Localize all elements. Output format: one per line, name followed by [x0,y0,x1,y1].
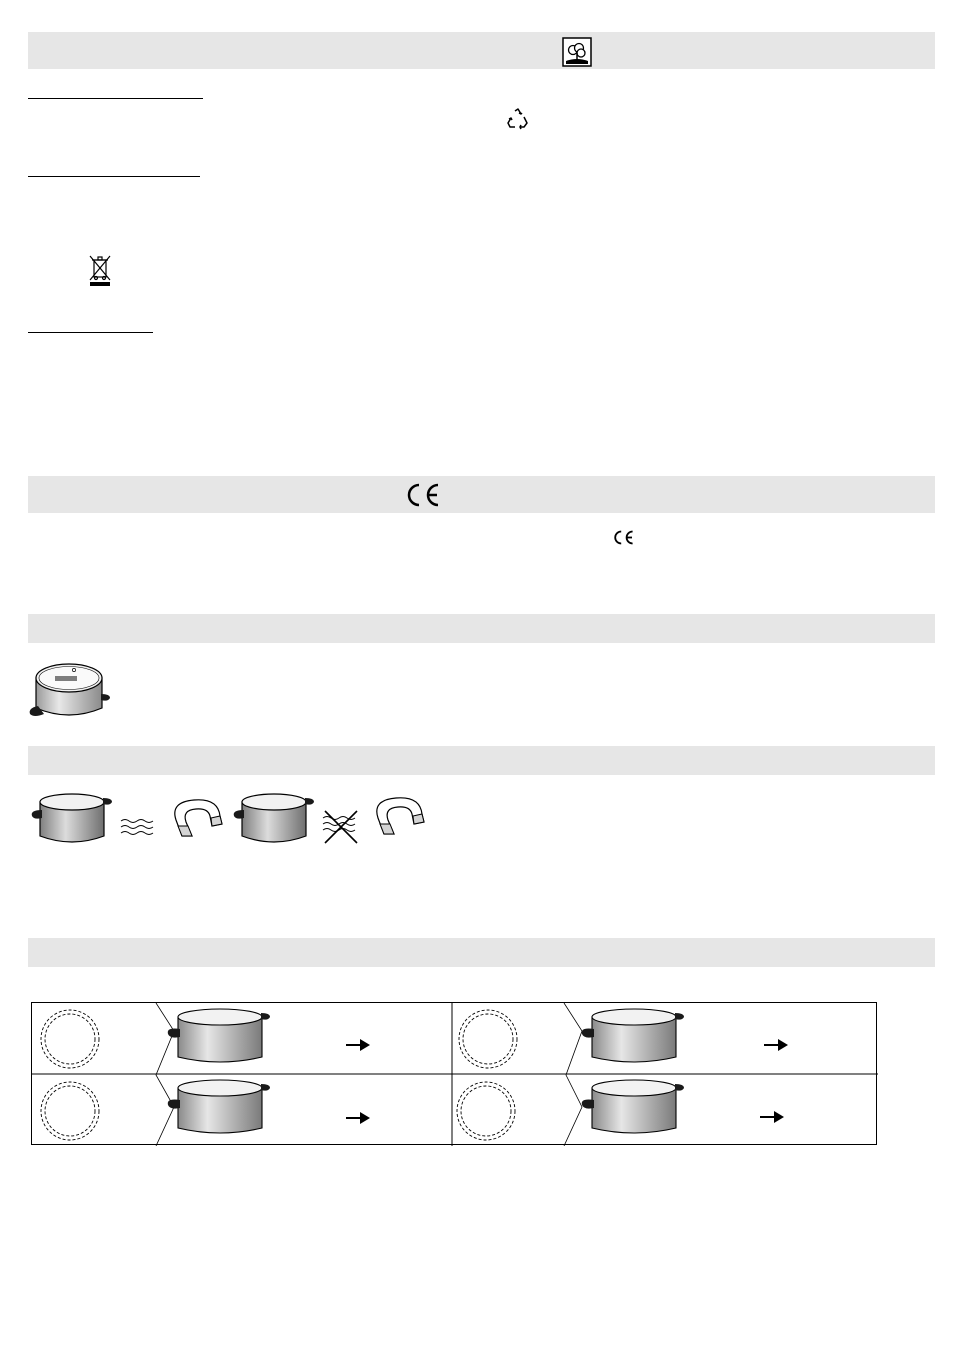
section-header-environment [28,32,935,69]
cross-icon [322,810,360,844]
pot-icon [582,1009,684,1062]
subheading-rule [28,332,153,333]
pot-icon [168,1080,270,1133]
pan-size-table [31,1002,877,1145]
pot-icon [582,1080,684,1133]
recycle-icon [506,107,530,131]
magnetic-pot-icon [232,790,316,846]
section-header-magnet-test [28,746,935,775]
cookware-induction-label-icon [26,658,112,722]
cooking-zone-icon [41,1082,99,1140]
ce-mark-icon [402,482,442,508]
crossed-bin-icon [88,254,112,288]
section-header-cookware-label [28,614,935,643]
pot-icon [168,1009,270,1062]
subheading-rule [28,176,200,177]
ce-mark-icon [611,529,635,546]
tree-environment-icon [562,37,592,67]
section-header-ce-marking [28,476,935,513]
arrow-right-icon [346,1039,370,1051]
magnetic-pot-icon [30,790,114,846]
cooking-zone-icon [41,1010,99,1068]
magnet-icon [366,794,426,840]
section-header-pan-sizes [28,938,935,967]
arrow-right-icon [346,1112,370,1124]
arrow-right-icon [764,1039,788,1051]
subheading-rule [28,98,203,99]
cooking-zone-icon [457,1082,515,1140]
heat-waves-icon [120,818,154,836]
cooking-zone-icon [459,1010,517,1068]
arrow-right-icon [760,1111,784,1123]
magnet-icon [164,796,224,842]
